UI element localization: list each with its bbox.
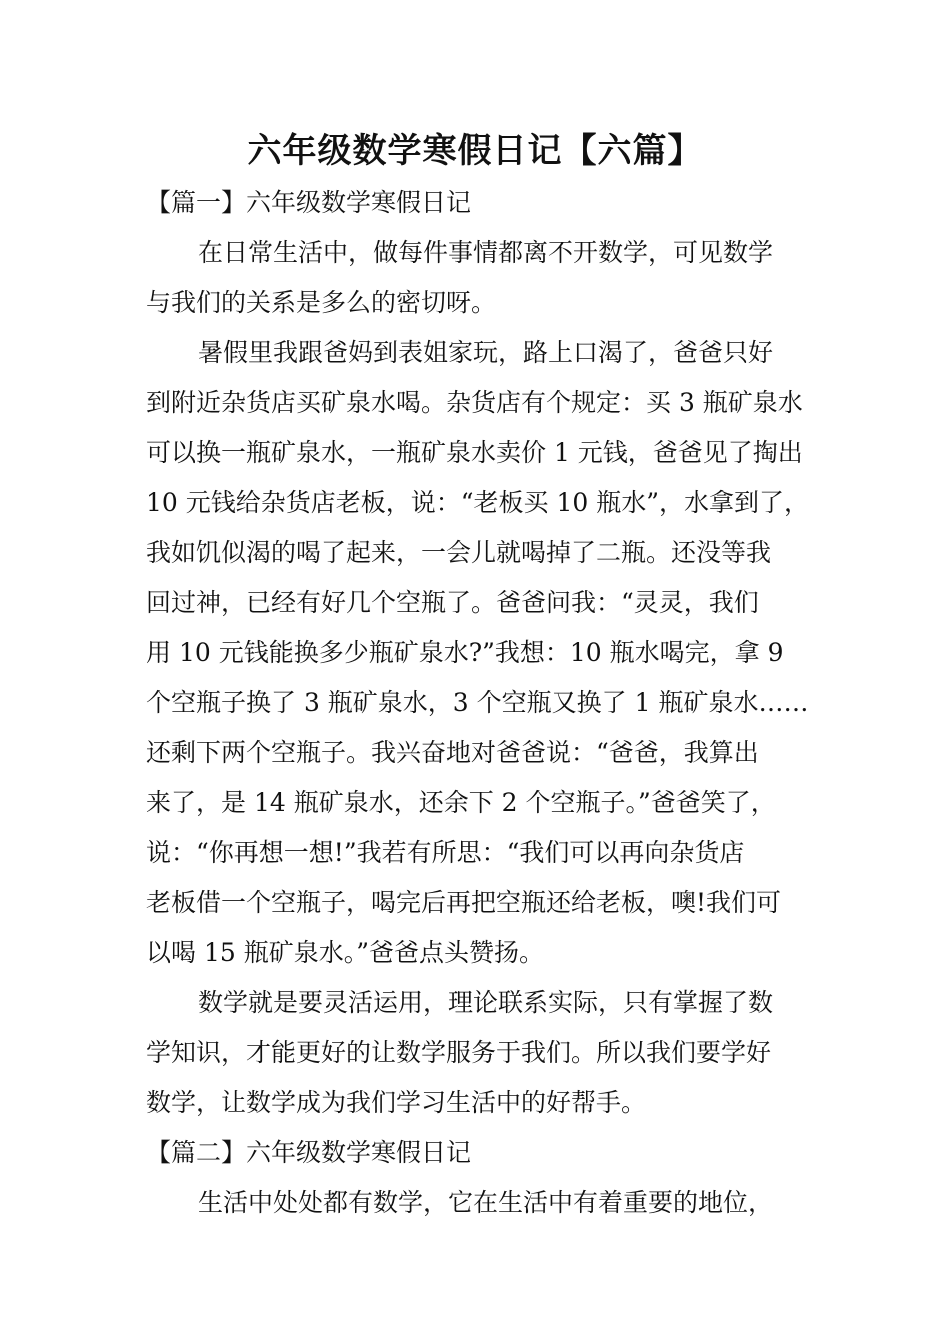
text-line: 数学，让数学成为我们学习生活中的好帮手。 [146,1088,647,1117]
document-body [146,178,822,1228]
text-line: 到附近杂货店买矿泉水喝。杂货店有个规定：买 3 瓶矿泉水 [146,388,803,417]
text-line: 个空瓶子换了 3 瓶矿泉水，3 个空瓶又换了 1 瓶矿泉水…… [146,688,809,717]
text-line: 学知识，才能更好的让数学服务于我们。所以我们要学好 [146,1038,772,1067]
paragraph-1-1 [146,228,822,328]
text-line: 我如饥似渴的喝了起来，一会儿就喝掉了二瓶。还没等我 [146,538,772,567]
text-line: 说：“你再想一想!”我若有所思：“我们可以再向杂货店 [146,838,745,867]
paragraph-2-1 [146,1178,822,1228]
text-line: 回过神，已经有好几个空瓶了。爸爸问我：“灵灵，我们 [146,588,759,617]
text-line: 数学就是要灵活运用，理论联系实际，只有掌握了数 [198,988,774,1017]
text-line: 暑假里我跟爸妈到表姐家玩，路上口渴了，爸爸只好 [198,338,774,367]
section-heading-2: 【篇二】六年级数学寒假日记 [146,1138,472,1167]
paragraph-1-3 [146,978,822,1128]
text-line: 生活中处处都有数学，它在生活中有着重要的地位， [198,1188,774,1217]
text-line: 来了，是 14 瓶矿泉水，还余下 2 个空瓶子。”爸爸笑了， [146,788,776,817]
document-title: 六年级数学寒假日记【六篇】 [247,131,703,171]
paragraph-1-2 [146,328,822,978]
section-heading-1: 【篇一】六年级数学寒假日记 [146,188,472,217]
text-line: 在日常生活中，做每件事情都离不开数学，可见数学 [198,238,774,267]
text-line: 还剩下两个空瓶子。我兴奋地对爸爸说：“爸爸，我算出 [146,738,759,767]
text-line: 可以换一瓶矿泉水，一瓶矿泉水卖价 1 元钱，爸爸见了掏出 [146,438,803,467]
text-line: 10 元钱给杂货店老板，说：“老板买 10 瓶水”，水拿到了， [146,488,810,517]
text-line: 用 10 元钱能换多少瓶矿泉水?”我想：10 瓶水喝完，拿 9 [146,638,784,667]
text-line: 老板借一个空瓶子，喝完后再把空瓶还给老板，噢!我们可 [146,888,782,917]
text-line: 与我们的关系是多么的密切呀。 [146,288,497,317]
text-line: 以喝 15 瓶矿泉水。”爸爸点头赞扬。 [146,938,544,967]
